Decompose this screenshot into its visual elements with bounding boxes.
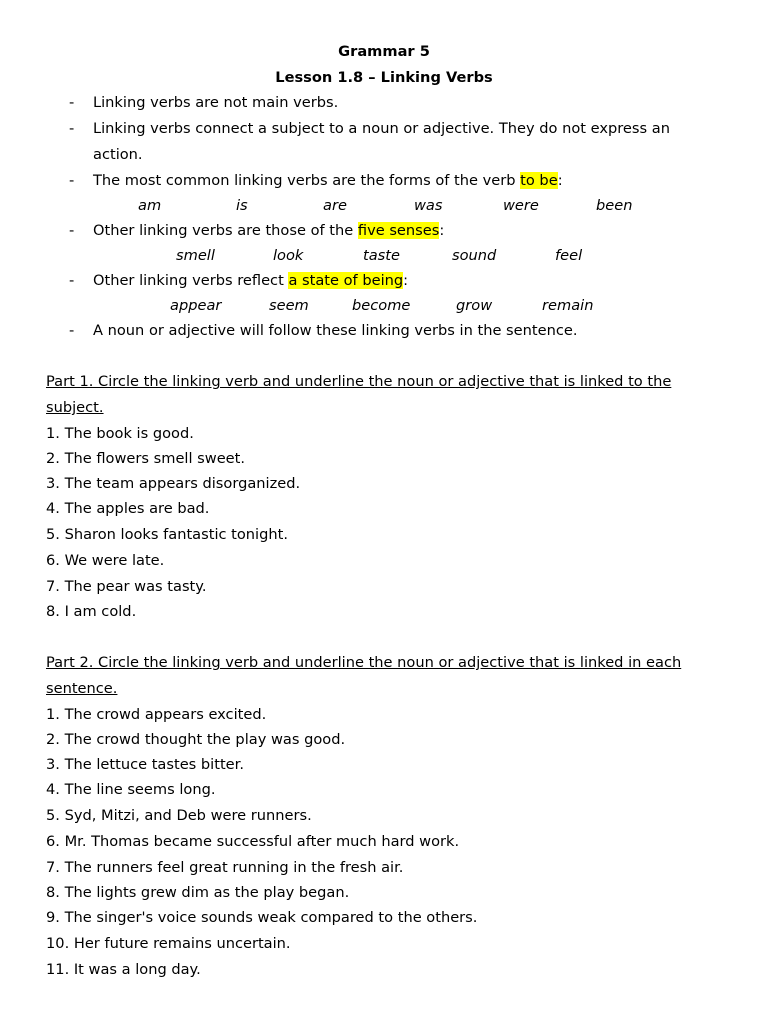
verb-word: become [352,297,411,314]
exercise-item: 5. Sharon looks fantastic tonight. [46,526,288,543]
highlighted-term: to be [520,172,558,189]
highlighted-term: a state of being [288,272,404,289]
exercise-item: 2. The flowers smell sweet. [46,450,246,467]
bullet-text-part: : [557,172,563,189]
exercise-item: 4. The apples are bad. [46,500,210,517]
exercise-item: 1. The book is good. [46,425,194,442]
exercise-item: 7. The runners feel great running in the fresh air. [46,859,404,876]
exercise-item: 5. Syd, Mitzi, and Deb were runners. [46,807,312,824]
bullet-text-part: : [439,222,445,239]
highlighted-term: five senses [357,222,440,239]
bullet-text-continued: action. [93,146,143,163]
exercise-item: 6. We were late. [46,552,165,569]
exercise-item: 3. The lettuce tastes bitter. [46,756,244,773]
verb-word: appear [170,297,222,314]
bullet-dash: - [69,322,75,339]
bullet-text [93,171,563,191]
sense-verb-list [0,246,768,266]
exercise-item: 9. The singer's voice sounds weak compared to the others. [46,909,478,926]
verb-word: seem [269,297,309,314]
exercise-item: 1. The crowd appears excited. [46,706,267,723]
verb-word: smell [176,247,215,264]
verb-word: been [596,197,633,214]
bullet-text [93,221,444,241]
bullet-text: A noun or adjective will follow these linking verbs in the sentence. [93,322,578,339]
exercise-item: 6. Mr. Thomas became successful after much hard work. [46,833,460,850]
verb-word: remain [542,297,594,314]
bullet-text: Linking verbs are not main verbs. [93,94,339,111]
part2-heading-continued: sentence. [46,680,118,697]
verb-word: is [236,197,248,214]
verb-word: sound [452,247,497,264]
lesson-title: Lesson 1.8 – Linking Verbs [275,69,493,86]
bullet-dash: - [69,172,75,189]
bullet-text-part: Other linking verbs are those of the [93,222,358,239]
exercise-item: 7. The pear was tasty. [46,578,207,595]
exercise-item: 4. The line seems long. [46,781,216,798]
verb-word: were [503,197,539,214]
exercise-item: 8. The lights grew dim as the play began. [46,884,350,901]
verb-word: grow [456,297,493,314]
bullet-text [93,271,408,291]
exercise-item: 8. I am cold. [46,603,137,620]
bullet-dash: - [69,120,75,137]
exercise-item: 11. It was a long day. [46,961,201,978]
bullet-text-part: : [403,272,409,289]
bullet-text: Linking verbs connect a subject to a noun or adjective. They do not express an [93,120,670,137]
bullet-dash: - [69,94,75,111]
part1-heading: Part 1. Circle the linking verb and underline the noun or adjective that is linked to the [46,373,672,390]
bullet-dash: - [69,272,75,289]
to-be-verb-list [0,196,768,216]
part2-heading: Part 2. Circle the linking verb and underline the noun or adjective that is linked in each [46,654,682,671]
bullet-text-part: Other linking verbs reflect [93,272,289,289]
exercise-item: 2. The crowd thought the play was good. [46,731,346,748]
bullet-text-part: The most common linking verbs are the forms of the verb [93,172,521,189]
exercise-item: 3. The team appears disorganized. [46,475,301,492]
verb-word: feel [555,247,583,264]
verb-word: are [323,197,347,214]
part1-heading-continued: subject. [46,399,104,416]
verb-word: am [138,197,162,214]
verb-word: taste [363,247,400,264]
state-verb-list [0,296,768,316]
verb-word: look [273,247,304,264]
verb-word: was [414,197,443,214]
document-title: Grammar 5 [338,43,430,60]
exercise-item: 10. Her future remains uncertain. [46,935,291,952]
bullet-dash: - [69,222,75,239]
